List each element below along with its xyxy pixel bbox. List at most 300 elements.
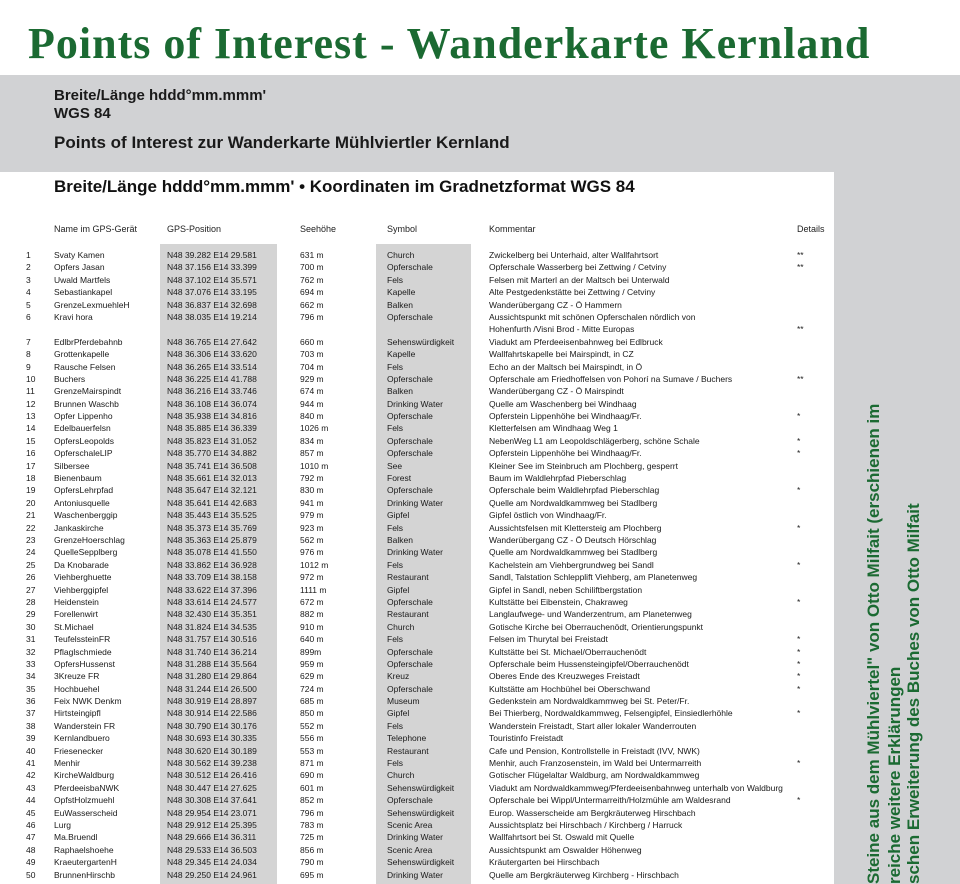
table-subtitle: Breite/Länge hddd°mm.mmm' • Koordinaten im Gradnetzformat WGS 84 [54,177,635,196]
table-row [0,794,834,806]
gps-position: N48 36.108 E14 36.074 [167,398,257,409]
elevation: 944 m [300,398,324,409]
comment: Kachelstein am Viehbergrundweg bei Sandl [489,559,654,570]
poi-name: Pflaglschmiede [54,646,112,657]
table-row [0,286,834,298]
table-row [0,646,834,658]
table-row [0,323,834,335]
gps-position: N48 30.790 E14 30.176 [167,720,257,731]
gps-position: N48 37.076 E14 33.195 [167,287,257,298]
gps-position: N48 35.641 E14 42.683 [167,497,257,508]
table-row [0,695,834,707]
gps-position: N48 31.288 E14 35.564 [167,658,257,669]
table-row [0,311,834,323]
elevation: 941 m [300,497,324,508]
row-number: 41 [26,758,36,769]
table-row [0,385,834,397]
header-name: Name im GPS-Gerät [54,224,138,234]
details: * [797,596,801,607]
poi-name: Friesenecker [54,745,104,756]
table-row [0,819,834,831]
side-strip [834,172,960,884]
symbol: Fels [387,720,404,731]
elevation: 840 m [300,411,324,422]
table-row [0,398,834,410]
symbol: Drinking Water [387,832,443,843]
gps-position: N48 36.216 E14 33.746 [167,386,257,397]
symbol: Kapelle [387,349,416,360]
poi-name: Forellenwirt [54,609,98,620]
poi-name: Rausche Felsen [54,361,116,372]
details: * [797,658,801,669]
row-number: 18 [26,473,36,484]
row-number: 7 [26,336,31,347]
symbol: Restaurant [387,572,429,583]
row-number: 38 [26,720,36,731]
poi-name: OpferschaleLIP [54,448,113,459]
symbol: Church [387,621,415,632]
row-number: 19 [26,485,36,496]
row-number: 32 [26,646,36,657]
poi-name: Da Knobarade [54,559,109,570]
row-number: 1 [26,250,31,260]
poi-name: BrunnenHirschb [54,869,115,880]
poi-name: KraeutergartenH [54,857,117,868]
poi-name: EuWasserscheid [54,807,118,818]
row-number: 13 [26,411,36,422]
symbol: Opferschale [387,658,433,669]
row-number: 15 [26,435,36,446]
symbol: Opferschale [387,262,433,273]
poi-name: Opfers Jasan [54,262,105,273]
elevation: 690 m [300,770,324,781]
row-number: 26 [26,572,36,583]
gps-position: N48 31.740 E14 36.214 [167,646,257,657]
comment: Opferstein Lippenhöhe bei Windhaag/Fr. [489,411,642,422]
gps-position: N48 29.666 E14 36.311 [167,832,257,843]
details: * [797,559,801,570]
table-row [0,261,834,273]
poi-name: Hirtsteingipfl [54,708,101,719]
elevation: 834 m [300,435,324,446]
elevation: 871 m [300,758,324,769]
elevation: 725 m [300,832,324,843]
row-number: 27 [26,584,36,595]
table-row [0,571,834,583]
row-number: 11 [26,386,35,397]
side-text-3: schen Erweiterung des Buches von Otto Milfait [904,503,923,884]
symbol: Sehenswürdigkeit [387,807,455,818]
gps-position: N48 35.823 E14 31.052 [167,435,257,446]
gps-position: N48 30.308 E14 37.641 [167,795,257,806]
symbol: Balken [387,386,413,397]
poi-name: Brunnen Waschb [54,398,119,409]
gps-position: N48 36.265 E14 33.514 [167,361,257,372]
comment: Wallfahrtskapelle bei Mairspindt, in CZ [489,349,634,360]
comment: Opferschale beim Waldlehrpfad Pieberschlag [489,485,660,496]
symbol: Gipfel [387,584,410,595]
comment: Opferschale beim Hussensteingipfel/Oberrauchenödt [489,658,689,669]
elevation: 762 m [300,274,324,285]
gps-position: N48 36.225 E14 41.788 [167,373,257,384]
gps-position: N48 29.533 E14 36.503 [167,844,257,855]
row-number: 44 [26,795,36,806]
comment: Zwickelberg bei Unterhaid, alter Wallfahrtsort [489,250,659,260]
comment: Felsen mit Marterl an der Maltsch bei Unterwald [489,274,670,285]
gps-position: N48 38.035 E14 19.214 [167,311,257,322]
comment: Quelle am Waschenberg bei Windhaag [489,398,637,409]
poi-name: GrenzeHoerschlag [54,534,125,545]
elevation: 700 m [300,262,324,273]
table-row [0,559,834,571]
symbol: Fels [387,361,404,372]
symbol: Opferschale [387,435,433,446]
elevation: 1012 m [300,559,329,570]
gps-position: N48 37.156 E14 33.399 [167,262,257,273]
details: * [797,522,801,533]
table-row [0,807,834,819]
comment: Kletterfelsen am Windhaag Weg 1 [489,423,618,434]
gps-position: N48 29.250 E14 24.961 [167,869,257,880]
symbol: Sehenswürdigkeit [387,782,455,793]
symbol: Opferschale [387,646,433,657]
table-row [0,522,834,534]
gps-position: N48 35.363 E14 25.879 [167,534,257,545]
details: * [797,411,801,422]
poi-name: KircheWaldburg [54,770,115,781]
comment: Hohenfurth /Visni Brod - Mitte Europas [489,324,635,335]
comment: Viadukt am Nordwaldkammweg/Pferdeeisenbahnweg unterhalb von Waldburg [489,782,783,793]
details: * [797,646,801,657]
details: * [797,795,801,806]
document-page [0,172,834,884]
symbol: Drinking Water [387,398,443,409]
elevation: 660 m [300,336,324,347]
elevation: 979 m [300,510,324,521]
gps-position: N48 36.837 E14 32.698 [167,299,257,310]
row-number: 3 [26,274,31,285]
table-row [0,757,834,769]
row-number: 5 [26,299,31,310]
elevation: 972 m [300,572,324,583]
row-number: 12 [26,398,36,409]
table-row [0,769,834,781]
table-row [0,336,834,348]
elevation: 601 m [300,782,324,793]
comment: Europ. Wasserscheide am Bergkräuterweg Hirschbach [489,807,696,818]
comment: Gotische Kirche bei Oberrauchenödt, Orientierungspunkt [489,621,704,632]
row-number: 2 [26,262,31,273]
comment: Aussichtsplatz bei Hirschbach / Kirchberg / Harruck [489,819,683,830]
row-number: 25 [26,559,36,570]
page-title: Points of Interest - Wanderkarte Kernland [28,19,871,68]
elevation: 852 m [300,795,324,806]
comment: Kräutergarten bei Hirschbach [489,857,600,868]
elevation: 796 m [300,807,324,818]
elevation: 792 m [300,473,324,484]
symbol: Scenic Area [387,819,433,830]
elevation: 556 m [300,733,324,744]
row-number: 9 [26,361,31,372]
row-number: 36 [26,696,36,707]
row-number: 20 [26,497,36,508]
details: * [797,758,801,769]
poi-name: Kernlandbuero [54,733,110,744]
poi-name: OpfersLehrpfad [54,485,114,496]
symbol: Drinking Water [387,497,443,508]
gps-position: N48 35.443 E14 35.525 [167,510,257,521]
symbol: Fels [387,423,404,434]
elevation: 695 m [300,869,324,880]
symbol: Gipfel [387,510,410,521]
table-row [0,435,834,447]
elevation: 929 m [300,373,324,384]
comment: Felsen im Thurytal bei Freistadt [489,634,608,645]
symbol: Forest [387,473,412,484]
gps-position: N48 35.661 E14 32.013 [167,473,257,484]
table-row [0,348,834,360]
document-heading: Points of Interest zur Wanderkarte Mühlviertler Kernland [54,133,510,152]
symbol: Gipfel [387,708,410,719]
gps-position: N48 31.757 E14 30.516 [167,634,257,645]
elevation: 724 m [300,683,324,694]
table-row [0,844,834,856]
comment: Bei Thierberg, Nordwaldkammweg, Felsengipfel, Einsiedlerhöhle [489,708,733,719]
row-number: 29 [26,609,36,620]
gps-position: N48 33.622 E14 37.396 [167,584,257,595]
poi-name: Opfer Lippenho [54,411,113,422]
symbol: Telephone [387,733,427,744]
gps-position: N48 30.620 E14 30.189 [167,745,257,756]
comment: NebenWeg L1 am Leopoldschlägerberg, schöne Schale [489,435,700,446]
row-number: 6 [26,311,31,322]
elevation: 552 m [300,720,324,731]
table-row [0,707,834,719]
poi-name: Edelbauerfelsn [54,423,111,434]
comment: Echo an der Maltsch bei Mairspindt, in Ö [489,361,643,372]
comment: Touristinfo Freistadt [489,733,564,744]
table-row [0,422,834,434]
row-number: 43 [26,782,36,793]
poi-name: Jankaskirche [54,522,104,533]
elevation: 640 m [300,634,324,645]
gps-position: N48 30.512 E14 26.416 [167,770,257,781]
gps-position: N48 32.430 E14 35.351 [167,609,257,620]
row-number: 23 [26,534,36,545]
poi-name: Antoniusquelle [54,497,110,508]
comment: Gipfel östlich von Windhaag/Fr. [489,510,607,521]
row-number: 4 [26,287,31,298]
row-number: 30 [26,621,36,632]
gps-position: N48 30.693 E14 30.335 [167,733,257,744]
elevation: 882 m [300,609,324,620]
elevation: 662 m [300,299,324,310]
table-row [0,658,834,670]
symbol: Fels [387,758,404,769]
poi-name: GrenzeLexmuehleH [54,299,130,310]
symbol: Church [387,250,415,260]
elevation: 796 m [300,311,324,322]
gps-position: N48 35.938 E14 34.816 [167,411,257,422]
row-number: 14 [26,423,36,434]
elevation: 857 m [300,448,324,459]
comment: Sandl, Talstation Schlepplift Viehberg, am Planetenweg [489,572,698,583]
table-row [0,683,834,695]
symbol: Kreuz [387,671,410,682]
row-number: 17 [26,460,36,471]
symbol: Balken [387,299,413,310]
row-number: 42 [26,770,36,781]
poi-name: Ma.Bruendl [54,832,98,843]
details: ** [797,324,804,335]
comment: Cafe und Pension, Kontrollstelle in Freistadt (IVV, NWK) [489,745,700,756]
elevation: 1026 m [300,423,329,434]
poi-name: OpfersHussenst [54,658,115,669]
side-text-1: Steine aus dem Mühlviertel" von Otto Milfait (erschienen im [864,403,883,884]
row-number: 45 [26,807,36,818]
comment: Alte Pestgedenkstätte bei Zettwing / Cetviny [489,287,656,298]
symbol: Opferschale [387,485,433,496]
details: * [797,671,801,682]
gps-position: N48 31.244 E14 26.500 [167,683,257,694]
row-number: 37 [26,708,36,719]
comment: Oberes Ende des Kreuzweges Freistadt [489,671,640,682]
row-number: 8 [26,349,31,360]
table-row [0,782,834,794]
row-number: 28 [26,596,36,607]
table-row [0,373,834,385]
elevation: 631 m [300,250,324,260]
elevation: 783 m [300,819,324,830]
header-band [0,75,960,172]
symbol: Opferschale [387,411,433,422]
row-number: 39 [26,733,36,744]
table-row [0,621,834,633]
row-number: 48 [26,844,36,855]
details: ** [797,262,804,273]
gps-position: N48 29.345 E14 24.034 [167,857,257,868]
row-number: 50 [26,869,36,880]
poi-name: Kravi hora [54,311,93,322]
elevation: 850 m [300,708,324,719]
gps-position: N48 33.709 E14 38.158 [167,572,257,583]
header-height: Seehöhe [300,224,337,234]
elevation: 553 m [300,745,324,756]
gps-position: N48 35.741 E14 36.508 [167,460,257,471]
symbol: Opferschale [387,448,433,459]
poi-name: Viehberggipfel [54,584,109,595]
comment: Opferschale bei Wippl/Untermarreith/Holzmühle am Waldesrand [489,795,731,806]
table-row [0,509,834,521]
symbol: Fels [387,274,404,285]
table-row [0,869,834,881]
symbol: Drinking Water [387,869,443,880]
gps-position: N48 35.647 E14 32.121 [167,485,257,496]
table-row [0,447,834,459]
poi-name: Lurg [54,819,72,830]
table-row [0,831,834,843]
comment: Kultstätte am Hochbühel bei Oberschwand [489,683,651,694]
comment: Wanderübergang CZ - Ö Deutsch Hörschlag [489,534,657,545]
comment: Kultstätte bei St. Michael/Oberrauchenödt [489,646,647,657]
symbol: Fels [387,634,404,645]
symbol: Drinking Water [387,547,443,558]
comment: Menhir, auch Franzosenstein, im Wald bei Untermarreith [489,758,702,769]
symbol: Opferschale [387,596,433,607]
header-symbol: Symbol [387,224,418,234]
elevation: 685 m [300,696,324,707]
details: * [797,485,801,496]
row-number: 46 [26,819,36,830]
poi-name: PferdeeisbaNWK [54,782,120,793]
poi-name: Wanderstein FR [54,720,116,731]
details: ** [797,250,804,260]
poi-name: Grottenkapelle [54,349,110,360]
details: * [797,634,801,645]
elevation: 923 m [300,522,324,533]
poi-name: GrenzeMairspindt [54,386,122,397]
comment: Wallfahrtsort bei St. Oswald mit Quelle [489,832,635,843]
elevation: 976 m [300,547,324,558]
elevation: 672 m [300,596,324,607]
table-row [0,745,834,757]
comment: Langlaufwege- und Wanderzentrum, am Planetenweg [489,609,692,620]
row-number: 34 [26,671,36,682]
poi-name: Hochbuehel [54,683,100,694]
poi-name: Feix NWK Denkm [54,696,122,707]
header-details: Details [797,224,825,234]
elevation: 703 m [300,349,324,360]
poi-name: Menhir [54,758,80,769]
comment: Baum im Waldlehrpfad Pieberschlag [489,473,627,484]
elevation: 790 m [300,857,324,868]
row-number: 22 [26,522,36,533]
header-gps: GPS-Position [167,224,222,234]
symbol: Fels [387,522,404,533]
comment: Viadukt am Pferdeeisenbahnweg bei Edlbruck [489,336,663,347]
comment: Aussichtsfelsen mit Klettersteig am Plochberg [489,522,662,533]
table-row [0,361,834,373]
gps-position: N48 30.914 E14 22.586 [167,708,257,719]
poi-name: OpfstHolzmuehl [54,795,115,806]
symbol: Museum [387,696,420,707]
row-number: 35 [26,683,36,694]
comment: Wanderübergang CZ - Ö Mairspindt [489,386,624,397]
details: * [797,708,801,719]
gps-position: N48 31.280 E14 29.864 [167,671,257,682]
table-row [0,596,834,608]
symbol: Fels [387,559,404,570]
gps-position: N48 29.954 E14 23.071 [167,807,257,818]
symbol: Balken [387,534,413,545]
poi-name: EdlbrPferdebahnb [54,336,123,347]
poi-name: Viehberghuette [54,572,112,583]
gps-position: N48 33.862 E14 36.928 [167,559,257,570]
details: * [797,683,801,694]
poi-name: St.Michael [54,621,94,632]
comment: Kleiner See im Steinbruch am Plochberg, gesperrt [489,460,678,471]
elevation: 562 m [300,534,324,545]
row-number: 21 [26,510,36,521]
coordinate-format-label: Breite/Länge hddd°mm.mmm' [54,87,267,104]
comment: Wanderstein Freistadt, Start aller lokaler Wanderrouten [489,720,697,731]
comment: Gotischer Flügelaltar Waldburg, am Nordwaldkammweg [489,770,700,781]
symbol: Opferschale [387,311,433,322]
gps-position: N48 30.562 E14 39.238 [167,758,257,769]
poi-name: Raphaelshoehe [54,844,114,855]
row-number: 33 [26,658,36,669]
table-row [0,472,834,484]
